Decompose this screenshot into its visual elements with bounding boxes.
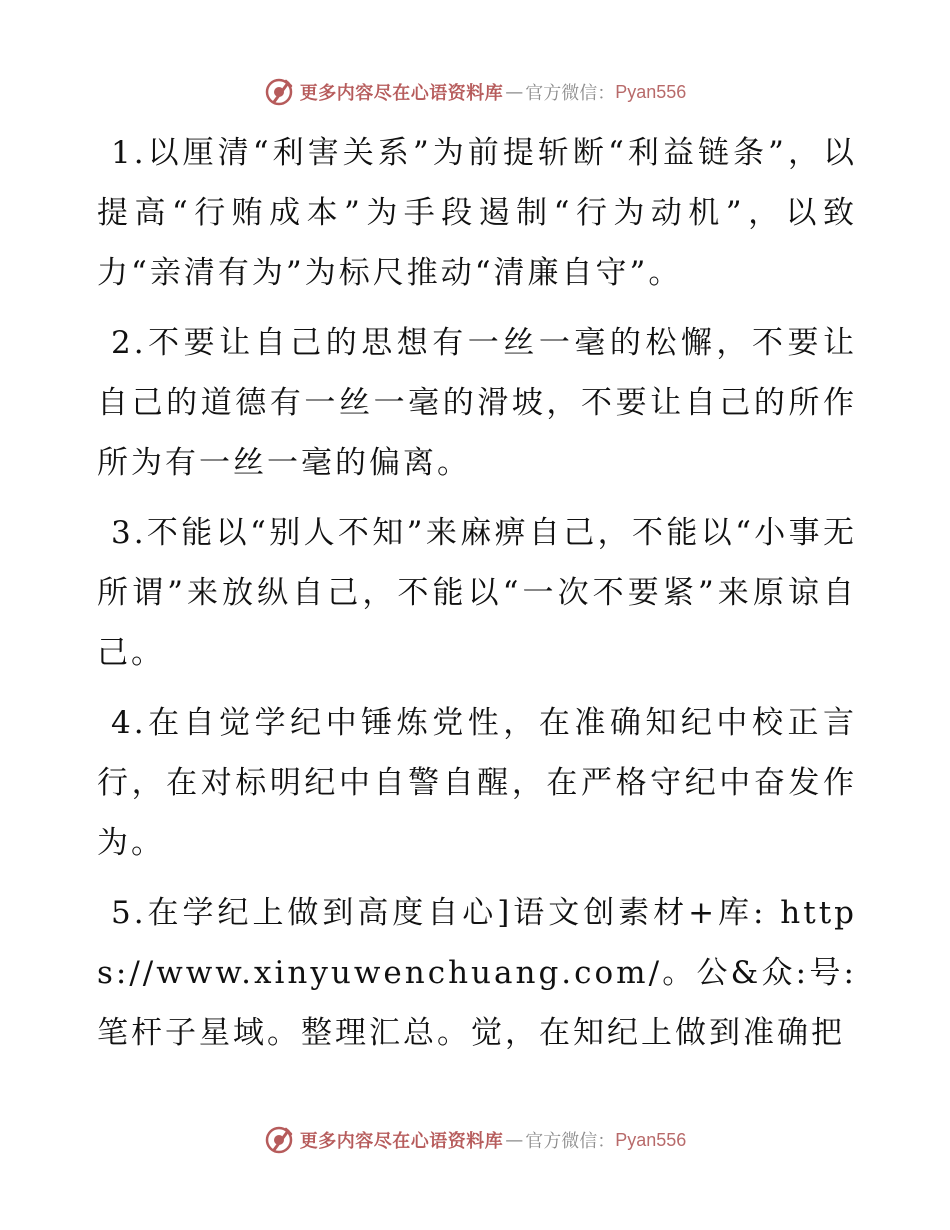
- paragraph-2: 2.不要让自己的思想有一丝一毫的松懈，不要让自己的道德有一丝一毫的滑坡，不要让自己的所作所为有一丝一毫的偏离。: [97, 325, 857, 481]
- watermark-dash: —: [505, 81, 524, 103]
- header-watermark: [0, 72, 950, 112]
- paragraph-4: 4.在自觉学纪中锤炼党性，在准确知纪中校正言行，在对标明纪中自警自醒，在严格守纪中奋发作为。: [97, 705, 857, 861]
- paragraph-1: 1.以厘清“利害关系”为前提斩断“利益链条”，以提高“行贿成本”为手段遏制“行为动机”，以致力“亲清有为”为标尺推动“清廉自守”。: [97, 135, 857, 291]
- paragraph-3: 3.不能以“别人不知”来麻痹自己，不能以“小事无所谓”来放纵自己，不能以“一次不要紧”来原谅自己。: [97, 515, 857, 671]
- watermark-dash: —: [505, 1129, 524, 1151]
- document-body: [97, 123, 857, 1073]
- logo-icon: [264, 1125, 294, 1155]
- watermark-text: 更多内容尽在心语资料库: [299, 83, 504, 104]
- watermark-official: 官方微信：: [525, 1131, 616, 1152]
- watermark-official: 官方微信：: [525, 83, 616, 104]
- watermark-id: Pyan556: [615, 1129, 687, 1150]
- footer-watermark: [0, 1120, 950, 1160]
- paragraph-5: 5.在学纪上做到高度自心]语文创素材+库: https://www.xinyuwenchuang.com/。公&众:号:笔杆子星域。整理汇总。觉，在知纪上做到准确把: [97, 895, 857, 1051]
- logo-icon: [264, 77, 294, 107]
- watermark-id: Pyan556: [615, 81, 687, 102]
- watermark-text: 更多内容尽在心语资料库: [299, 1131, 504, 1152]
